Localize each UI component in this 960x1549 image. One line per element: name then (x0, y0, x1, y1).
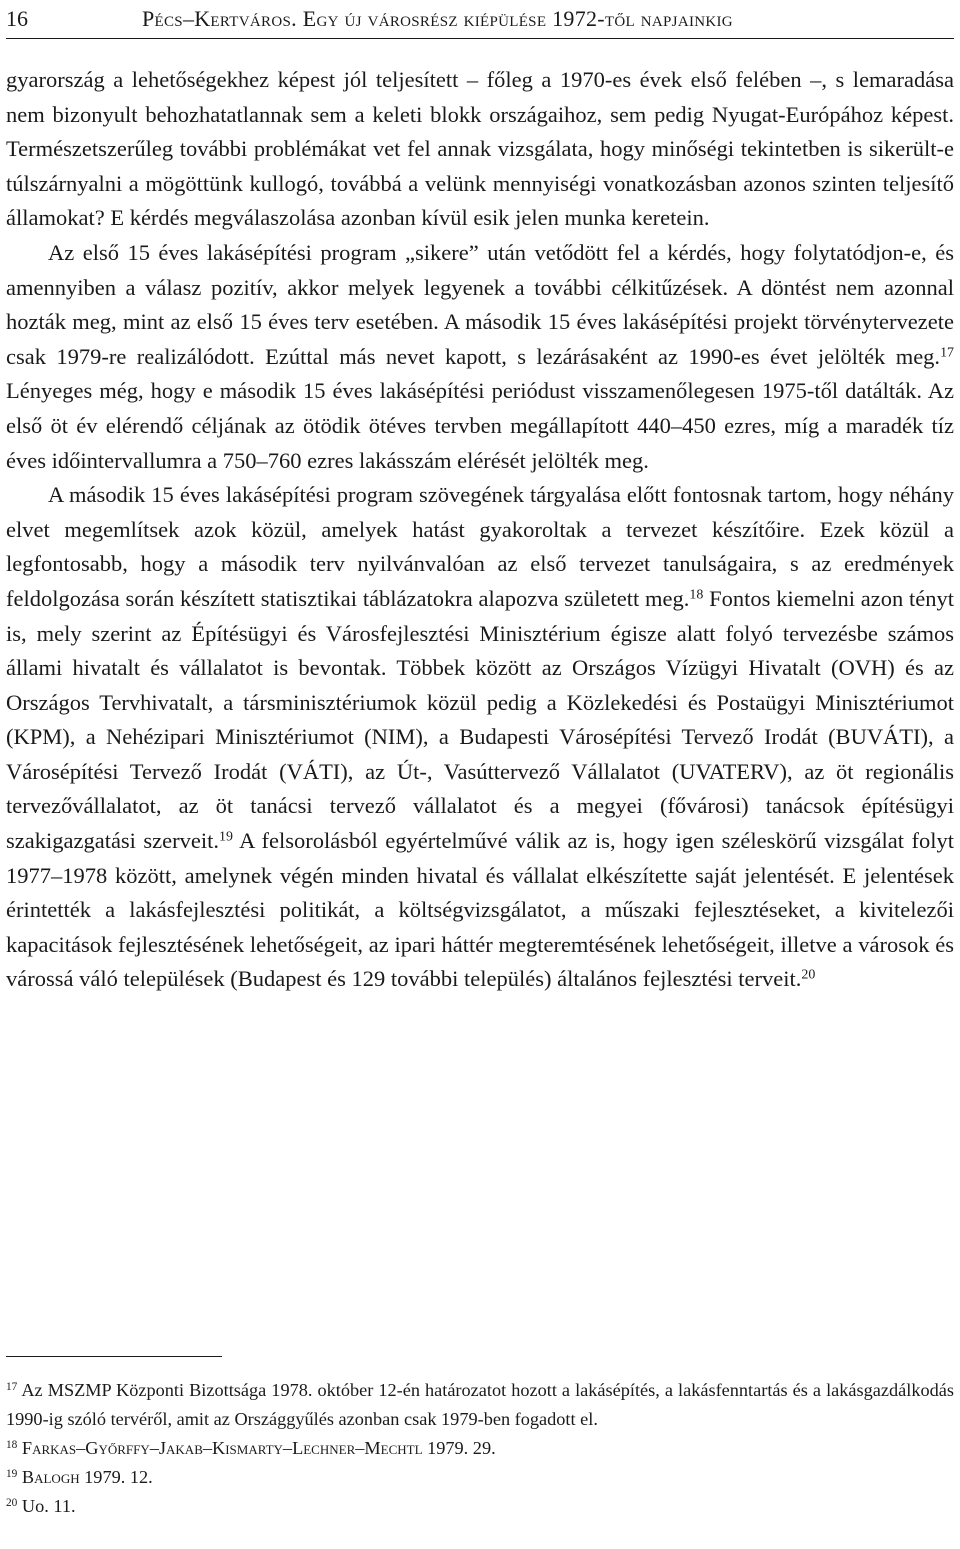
footnote-number: 19 (6, 1467, 18, 1480)
footnote-number: 18 (6, 1438, 18, 1451)
footnote-rule (6, 1356, 222, 1357)
footnote-authors: Balogh (21, 1467, 80, 1487)
page-header (6, 4, 954, 34)
paragraph-1 (6, 63, 954, 236)
footnote-ref-18[interactable]: 18 (689, 587, 704, 603)
paragraph-3-text-a: A második 15 éves lakásépítési program szövegének tárgyalása előtt fontosnak tartom, hogy néhány elvet megemlítsek azok közül, amelyek hatást gyakoroltak a tervezet készítőire. Ezek közül a legfontosabb, hogy a második terv nyilvánvalóan az első tervezet tanulságaira, s az eredmények feldolgozása során készített statisztikai táblázatokra alapozva született meg. (6, 482, 954, 611)
footnote-20 (6, 1492, 954, 1521)
header-rule (6, 38, 954, 39)
footnote-text: Uo. 11. (17, 1496, 76, 1516)
footnote-18 (6, 1434, 954, 1463)
running-head: Pécs–Kertváros. Egy új városrész kiépülése 1972-től napjainkig (142, 6, 733, 31)
paragraph-3 (6, 478, 954, 997)
footnotes (6, 1376, 954, 1521)
footnote-ref-19[interactable]: 19 (218, 829, 233, 845)
paragraph-2-text-a: Az első 15 éves lakásépítési program „sikere” után vetődött fel a kérdés, hogy folytatódjon-e, és amennyiben a válasz pozitív, akkor melyek legyenek a további célkitűzések. A döntést nem azonnal hozták meg, mint az első 15 éves terv esetében. A második 15 éves lakásépítési projekt törvénytervezete csak 1979-re realizálódott. Ezúttal más nevet kapott, s lezárásaként az 1990-es évet jelölték meg. (6, 239, 954, 369)
footnote-number: 17 (6, 1380, 18, 1393)
body-text (6, 63, 954, 997)
footnote-authors: Farkas–Győrffy–Jakab–Kismarty–Lechner–Mechtl (21, 1438, 423, 1458)
paragraph-1-text: gyarország a lehetőségekhez képest jól teljesített – főleg a 1970-es évek első felében –, s lemaradása nem bizonyult behozhatatlannak sem a keleti blokk országaihoz, sem pedig Nyugat-Európához képest. Természetszerűleg további problémákat vet fel annak vizsgálata, hogy minőségi tekintetben is sikerült-e túlszárnyalni a mögöttünk kullogó, továbbá a velünk mennyiségi vonatkozásban azonos szinten teljesítő államokat? E kérdés megválaszolása azonban kívül esik jelen munka keretein. (6, 67, 954, 231)
footnote-17 (6, 1376, 954, 1434)
paragraph-2 (6, 236, 954, 478)
paragraph-2-text-b: Lényeges még, hogy e második 15 éves lakásépítési periódust visszamenőlegesen 1975-től datálták. Az első öt év elérendő céljának az ötödik ötéves tervben megállapított 440–450 ezres, míg a maradék tíz éves időintervallumra a 750–760 ezres lakásszám elérését jelölték meg. (6, 378, 954, 473)
paragraph-3-text-b: Fontos kiemelni azon tényt is, mely szerint az Építésügyi és Városfejlesztési Minisztérium égisze alatt folyó tervezésbe számos állami hivatalt és vállalatot is bevontak. Többek között az Országos Vízügyi Hivatalt (OVH) és az Országos Tervhivatalt, a társminisztériumok közül pedig a Közlekedési és Postaügyi Minisztériumot (KPM), a Nehézipari Minisztériumot (NIM), a Budapesti Városépítési Tervező Irodát (BUVÁTI), a Városépítési Tervező Irodát (VÁTI), az Út-, Vasúttervező Vállalatot (UVATERV), az öt regionális tervezővállalatot, az öt tanácsi tervező vállalatot és a megyei (fővárosi) tanácsok építésügyi szakigazgatási szerveit. (6, 585, 955, 854)
footnote-text: 1979. 29. (422, 1438, 496, 1458)
footnote-text: 1979. 12. (79, 1467, 153, 1487)
book-page (6, 0, 954, 1549)
page-number: 16 (6, 6, 28, 31)
footnote-19 (6, 1463, 954, 1492)
footnote-text: Az MSZMP Központi Bizottsága 1978. október 12-én határozatot hozott a lakásépítés, a lakásfenntartás és a lakásgazdálkodás 1990-ig szóló tervéről, amit az Országgyűlés azonban csak 1979-ben fogadott el. (6, 1380, 954, 1429)
footnote-number: 20 (6, 1496, 18, 1509)
footnote-ref-20[interactable]: 20 (801, 967, 816, 983)
footnote-ref-17[interactable]: 17 (940, 345, 954, 361)
paragraph-3-text-c: A felsorolásból egyértelművé válik az is, hogy igen széleskörű vizsgálat folyt 1977–1978 között, amelynek végén minden hivatal és vállalat elkészítette saját jelentését. E jelentések érintették a lakásfejlesztési politikát, a költségvizsgálatot, a műszaki fejlesztéseket, a kivitelezői kapacitások fejlesztésének lehetőségeit, az ipari háttér megteremtésének lehetőségeit, illetve a városok és várossá váló települések (Budapest és 129 további település) általános fejlesztési terveit. (6, 828, 954, 992)
